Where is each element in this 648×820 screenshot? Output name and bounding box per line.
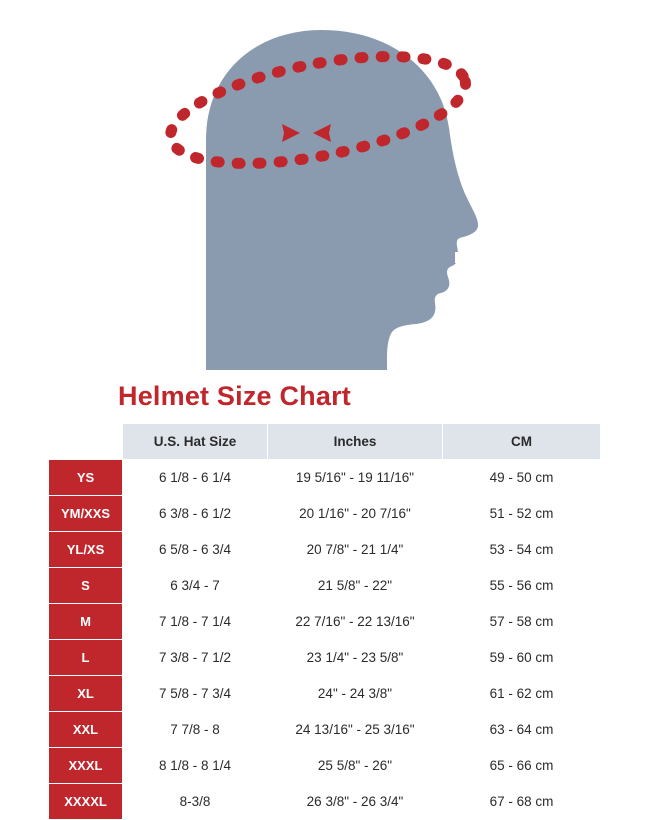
cell-us-hat-size: 7 7/8 - 8 bbox=[123, 712, 268, 748]
head-profile-icon bbox=[0, 0, 648, 370]
cell-inches: 22 7/16" - 22 13/16" bbox=[268, 604, 443, 640]
cell-cm: 61 - 62 cm bbox=[443, 676, 601, 712]
column-header-us-hat-size: U.S. Hat Size bbox=[123, 424, 268, 460]
table-header bbox=[49, 424, 601, 460]
cell-cm: 63 - 64 cm bbox=[443, 712, 601, 748]
cell-cm: 57 - 58 cm bbox=[443, 604, 601, 640]
cell-cm: 55 - 56 cm bbox=[443, 568, 601, 604]
cell-inches: 23 1/4" - 23 5/8" bbox=[268, 640, 443, 676]
table-row bbox=[49, 460, 601, 496]
size-label: XXXXL bbox=[49, 784, 123, 820]
table-corner-cell bbox=[49, 424, 123, 460]
cell-inches: 24" - 24 3/8" bbox=[268, 676, 443, 712]
cell-inches: 26 3/8" - 26 3/4" bbox=[268, 784, 443, 820]
cell-inches: 24 13/16" - 25 3/16" bbox=[268, 712, 443, 748]
size-label: XXXL bbox=[49, 748, 123, 784]
helmet-size-table bbox=[48, 423, 601, 820]
table-body bbox=[49, 460, 601, 820]
column-header-cm: CM bbox=[443, 424, 601, 460]
cell-inches: 25 5/8" - 26" bbox=[268, 748, 443, 784]
cell-cm: 49 - 50 cm bbox=[443, 460, 601, 496]
cell-us-hat-size: 7 1/8 - 7 1/4 bbox=[123, 604, 268, 640]
column-header-inches: Inches bbox=[268, 424, 443, 460]
size-label: YM/XXS bbox=[49, 496, 123, 532]
table-row bbox=[49, 640, 601, 676]
table-header-row bbox=[49, 424, 601, 460]
cell-cm: 59 - 60 cm bbox=[443, 640, 601, 676]
table-row bbox=[49, 712, 601, 748]
cell-cm: 67 - 68 cm bbox=[443, 784, 601, 820]
cell-inches: 21 5/8" - 22" bbox=[268, 568, 443, 604]
cell-inches: 20 1/16" - 20 7/16" bbox=[268, 496, 443, 532]
table-row bbox=[49, 676, 601, 712]
size-label: S bbox=[49, 568, 123, 604]
page-title: Helmet Size Chart bbox=[118, 381, 351, 411]
chin-notch bbox=[452, 283, 470, 294]
cell-us-hat-size: 8 1/8 - 8 1/4 bbox=[123, 748, 268, 784]
cell-us-hat-size: 7 3/8 - 7 1/2 bbox=[123, 640, 268, 676]
cell-inches: 19 5/16" - 19 11/16" bbox=[268, 460, 443, 496]
size-label: L bbox=[49, 640, 123, 676]
cell-cm: 51 - 52 cm bbox=[443, 496, 601, 532]
table-row bbox=[49, 568, 601, 604]
cell-cm: 65 - 66 cm bbox=[443, 748, 601, 784]
size-label: YL/XS bbox=[49, 532, 123, 568]
size-label: XXL bbox=[49, 712, 123, 748]
size-label: XL bbox=[49, 676, 123, 712]
table-row bbox=[49, 784, 601, 820]
cell-us-hat-size: 6 3/8 - 6 1/2 bbox=[123, 496, 268, 532]
cell-inches: 20 7/8" - 21 1/4" bbox=[268, 532, 443, 568]
table-row bbox=[49, 604, 601, 640]
cell-us-hat-size: 6 5/8 - 6 3/4 bbox=[123, 532, 268, 568]
table-row bbox=[49, 496, 601, 532]
cell-us-hat-size: 6 1/8 - 6 1/4 bbox=[123, 460, 268, 496]
cell-cm: 53 - 54 cm bbox=[443, 532, 601, 568]
cell-us-hat-size: 6 3/4 - 7 bbox=[123, 568, 268, 604]
table-row bbox=[49, 532, 601, 568]
head-illustration bbox=[0, 0, 648, 370]
size-table-container bbox=[48, 423, 600, 820]
mouth-notch bbox=[455, 252, 472, 263]
cell-us-hat-size: 8-3/8 bbox=[123, 784, 268, 820]
size-label: M bbox=[49, 604, 123, 640]
head-shape bbox=[206, 30, 478, 370]
table-row bbox=[49, 748, 601, 784]
cell-us-hat-size: 7 5/8 - 7 3/4 bbox=[123, 676, 268, 712]
size-label: YS bbox=[49, 460, 123, 496]
